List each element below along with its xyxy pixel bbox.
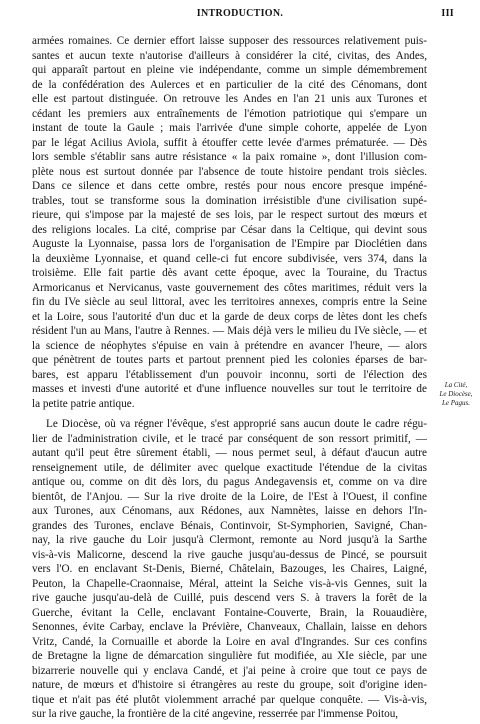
text-line: santes et aucun texte n'autorise d'ailleurs à considérer la cité, civitas, des Andes, [32, 49, 427, 62]
margin-note-line: Le Diocèse, [439, 390, 473, 398]
margin-note-line: La Cité, [444, 381, 468, 389]
text-line: qui apparaît partout en pleine vie indépendante, comme un simple démembrement [32, 64, 427, 76]
text-line: Vritz, Candé, la Cornuaille et aborde la Loire en aval d'Ingrandes. Sur ces confins [32, 635, 427, 648]
text-line: la science de néophytes s'épuise en vain à prétendre en avancer l'heure, — alors [32, 339, 427, 352]
text-line: grandes des Turones, enclave Bénais, Continvoir, St-Symphorien, Savigné, Chan- [32, 519, 427, 532]
text-line: sur la rive gauche, la frontière de la cité angevine, resserrée par l'immense Poitou, [32, 708, 399, 720]
text-line: aux Turones, aux Cénomans, aux Rédones, aux Namnètes, laisse en dehors l'In- [32, 505, 427, 517]
text-line: vers l'O. en enclavant St-Denis, Bierné, Châtelain, Bazouges, les Chaires, Laigné, [32, 563, 427, 575]
text-line: antique ou, comme on dit dès lors, du pagus Andegavensis et, comme on va dire [32, 476, 427, 488]
text-line: trables, tout se transforme sous la domination irrésistible d'une civilisation supé- [32, 194, 427, 207]
text-line: fin du IVe siècle au seul littoral, avec les territoires annexes, compris entre la Seine [32, 296, 427, 308]
text-line: Senonnes, évite Carbay, enclave la Prévière, Chanveaux, Challain, laisse en dehors [32, 621, 427, 633]
text-line: cédant les premiers aux entraînements de l'émotion patriotique qui s'empare un [32, 107, 427, 120]
text-line: troisième. Elle fait partie dès avant cette époque, avec la Touraine, du Tractus [32, 267, 427, 279]
page-number: III [441, 8, 454, 19]
text-line: autant qu'il peut être sûrement établi, — nous permet seul, à défaut d'aucun autre [32, 447, 427, 459]
text-line: Armoricanus et Nervicanus, vaste gouvernement des côtes maritimes, réduit vers la [32, 281, 427, 294]
text-line: rieure, qui s'impose par la majesté de ses lois, par le respect surtout des mœurs et [32, 209, 427, 221]
text-line: elle est partout distinguée. On retrouve les Andes en l'an 21 unis aux Turones et [32, 93, 427, 105]
text-line: armées romaines. Ce dernier effort laisse supposer des ressources relativement puis- [32, 35, 427, 47]
text-line: bientôt, de l'Anjou. — Sur la rive droite de la Loire, de l'Est à l'Ouest, il confine [32, 490, 427, 503]
page-header [0, 6, 480, 24]
text-line: par le légat Acilius Aviola, suffit à étouffer cette levée d'armes prématurée. — Dès [32, 136, 427, 149]
text-line: Dans ce silence et dans cette ombre, restés pour nous encore presque impéné- [32, 180, 427, 192]
text-line: et la Loire, sous l'autorité d'un duc et la garde de deux corps de lètes dont les chefs [32, 310, 427, 323]
text-line: rive gauche jusqu'au-delà de Cuillé, puis descend vers S. à travers la forêt de la [32, 592, 427, 604]
text-line: la deuxième Lyonnaise, et quand celle-ci fut encore subdivisée, vers 374, dans la [32, 252, 427, 265]
text-line: vis-à-vis Malicorne, descend la rive gauche jusqu'au-dessus de Pincé, se poursuit [32, 548, 427, 561]
text-line: nay, la rive gauche du Loir jusqu'à Clermont, remonte au Nord jusqu'à la Sarthe [32, 534, 427, 546]
text-line: instant de toute la Gaule ; mais l'arrivée d'une simple cohorte, appelée de Lyon [32, 122, 427, 134]
text-line: résident l'un au Mans, l'autre à Rennes. — Mais déjà vers le milieu du IVe siècle, — et [32, 325, 427, 337]
text-line: Guerche, évitant la Celle, enclavant Fontaine-Couverte, Brain, la Rouaudière, [32, 606, 427, 619]
text-line: bares, est apparu l'établissement d'un pouvoir inconnu, sorti de l'élection des [32, 368, 427, 381]
paragraph-2 [32, 417, 427, 722]
margin-note [434, 381, 478, 408]
text-line: masses et investi d'une autorité et d'une influence nouvelles sur tout le territoire de [32, 383, 427, 395]
text-line: lier de l'administration civile, et le tracé par conséquent de son ressort primitif, — [32, 432, 427, 445]
text-line: nature, de mœurs et d'histoire si étrangères au reste du groupe, soit d'origine iden- [32, 679, 427, 691]
paragraph-1 [32, 34, 427, 411]
text-line: bizarrerie nouvelle qui y enclava Candé, et j'ai peine à croire que tout ce pays de [32, 664, 427, 677]
text-line: la petite patrie antique. [32, 397, 135, 410]
text-line: plète nous est surtout donnée par l'absence de toute histoire pendant trois siècles. [32, 165, 427, 178]
margin-note-line: Le Pagus. [442, 399, 470, 407]
text-line: Auguste la Lyonnaise, passa lors de l'organisation de l'Empire par Dioclétien dans [32, 238, 427, 250]
text-line: Peuton, la Chapelle-Craonnaise, Méral, atteint la Seiche vis-à-vis Gennes, suit la [32, 577, 427, 590]
text-line: lors semble s'établir sans autre résistance « la paix romaine », dont l'illusion com- [32, 151, 427, 163]
text-line: tique et n'ait pas été plutôt violemment arraché par quelque conquête. — Vis-à-vis, [32, 693, 427, 706]
text-line: de Bretagne la ligne de démarcation singulière fut modifiée, au XIe siècle, par une [32, 650, 427, 662]
text-line: que pénètrent de toutes parts et partout prennent pied les colonies éparses de bar- [32, 354, 427, 366]
text-line: Le Diocèse, où va régner l'évêque, s'est approprié sans aucun doute le cadre régu- [46, 418, 427, 430]
text-line: renseignement utile, de délimiter avec quelque exactitude l'étendue de la civitas [32, 461, 427, 474]
body-text [32, 34, 427, 722]
text-line: de la confédération des Aulerces et en particulier de la cité des Cénomans, dont [32, 78, 427, 91]
running-title: INTRODUCTION. [196, 8, 284, 19]
text-line: des religions locales. La cité, comprise par César dans la Celtique, qui devint sous [32, 223, 427, 236]
